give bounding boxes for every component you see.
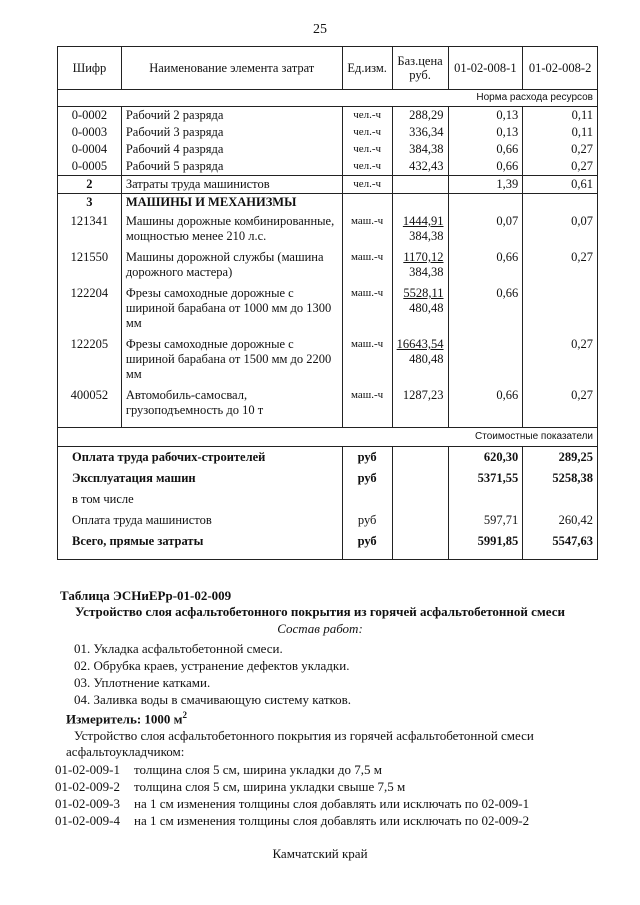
work-item: 02. Обрубка краев, устранение дефектов укладки. [74, 658, 350, 673]
price-cell: 336,34 [392, 124, 448, 141]
empty-cell [448, 194, 523, 212]
price-secondary: 384,38 [409, 229, 444, 243]
value-cell: 0,27 [523, 334, 598, 385]
unit-cell: маш.-ч [342, 334, 392, 385]
value-cell: 0,66 [448, 158, 523, 176]
unit-cell [342, 489, 392, 510]
price-value: 5528,11 [403, 286, 444, 300]
resource-table [57, 46, 598, 560]
item-text: на 1 см изменения толщины слоя добавлять или исключать по 02-009-1 [134, 796, 530, 811]
description-line: Устройство слоя асфальтобетонного покрытия из горячей асфальтобетонной смеси [74, 728, 534, 743]
value-cell: 0,61 [523, 176, 598, 194]
table-row [58, 211, 598, 247]
work-item: 04. Заливка воды в смачивающую систему катков. [74, 692, 352, 707]
value-cell: 0,66 [448, 283, 523, 334]
price-value: 16643,54 [396, 337, 444, 351]
price-cell: 384,38 [392, 141, 448, 158]
value-cell: 1,39 [448, 176, 523, 194]
cost-name: Оплата труда рабочих-строителей [58, 446, 343, 468]
cost-row [58, 531, 598, 560]
name-cell: Рабочий 5 разряда [121, 158, 342, 176]
empty-cell [523, 194, 598, 212]
cost-name: Эксплуатация машин [58, 468, 343, 489]
unit-cell: руб [342, 510, 392, 531]
cost-label: Стоимостные показатели [58, 427, 598, 446]
price-cell [392, 531, 448, 560]
price-cell: 288,29 [392, 107, 448, 125]
price-cell [392, 468, 448, 489]
price-cell [392, 446, 448, 468]
item-text: на 1 см изменения толщины слоя добавлять или исключать по 02-009-2 [134, 813, 530, 828]
unit-cell: руб [342, 468, 392, 489]
cost-row [58, 510, 598, 531]
value-cell: 597,71 [448, 510, 523, 531]
name-cell: Рабочий 2 разряда [121, 107, 342, 125]
unit-cell: маш.-ч [342, 283, 392, 334]
work-item: 01. Укладка асфальтобетонной смеси. [74, 641, 283, 656]
code-cell: 0-0002 [58, 107, 122, 125]
name-cell: Рабочий 3 разряда [121, 124, 342, 141]
meter-text: Измеритель: 1000 м [66, 711, 183, 727]
unit-cell: маш.-ч [342, 385, 392, 421]
cost-label-row [58, 427, 598, 446]
value-cell: 0,07 [448, 211, 523, 247]
name-cell: Рабочий 4 разряда [121, 141, 342, 158]
value-cell: 0,13 [448, 107, 523, 125]
table-header-row [58, 47, 598, 90]
item-code: 01-02-009-2 [55, 779, 120, 794]
cost-row [58, 446, 598, 468]
code-cell: 400052 [58, 385, 122, 421]
price-cell [392, 334, 448, 385]
price-cell [392, 211, 448, 247]
unit-cell: чел.-ч [342, 124, 392, 141]
price-cell [392, 385, 448, 421]
item-text: толщина слоя 5 см, ширина укладки до 7,5 м [134, 762, 382, 777]
cost-row [58, 489, 598, 510]
code-cell: 121550 [58, 247, 122, 283]
table-row [58, 124, 598, 141]
name-cell: Затраты труда машинистов [121, 176, 342, 194]
value-cell: 289,25 [523, 446, 598, 468]
unit-cell: руб [342, 446, 392, 468]
footer-region: Камчатский край [272, 846, 368, 861]
value-cell: 5371,55 [448, 468, 523, 489]
table-row [58, 107, 598, 125]
item-code: 01-02-009-1 [55, 762, 120, 777]
header-cell: Ед.изм. [342, 47, 392, 90]
table-row [58, 247, 598, 283]
unit-cell: маш.-ч [342, 211, 392, 247]
cost-row [58, 468, 598, 489]
cost-name: Всего, прямые затраты [58, 531, 343, 560]
unit-cell: руб [342, 531, 392, 560]
section-row [58, 194, 598, 212]
description-line: асфальтоукладчиком: [66, 744, 185, 759]
section-subtitle: Устройство слоя асфальтобетонного покрытия из горячей асфальтобетонной смеси [75, 604, 565, 619]
header-cell: 01-02-008-2 [523, 47, 598, 90]
price-cell: 432,43 [392, 158, 448, 176]
value-cell: 0,66 [448, 247, 523, 283]
value-cell [448, 334, 523, 385]
price-secondary: 480,48 [409, 352, 444, 366]
header-cell: Наименование элемента затрат [121, 47, 342, 90]
price-cell [392, 489, 448, 510]
table-row [58, 176, 598, 194]
norm-label-row [58, 90, 598, 107]
header-cell: Баз.цена руб. [392, 47, 448, 90]
empty-cell [342, 194, 392, 212]
value-cell [523, 489, 598, 510]
name-cell: Машины дорожные комбинированные, мощностью менее 210 л.с. [121, 211, 342, 247]
value-cell: 0,07 [523, 211, 598, 247]
code-cell: 122205 [58, 334, 122, 385]
price-cell [392, 283, 448, 334]
value-cell: 0,27 [523, 385, 598, 421]
table-row [58, 334, 598, 385]
code-cell: 2 [58, 176, 122, 194]
value-cell: 0,11 [523, 124, 598, 141]
item-code: 01-02-009-3 [55, 796, 120, 811]
value-cell: 5547,63 [523, 531, 598, 560]
value-cell: 5991,85 [448, 531, 523, 560]
code-cell: 0-0004 [58, 141, 122, 158]
unit-cell: маш.-ч [342, 247, 392, 283]
work-item: 03. Уплотнение катками. [74, 675, 211, 690]
value-cell: 0,66 [448, 385, 523, 421]
table-row [58, 158, 598, 176]
value-cell: 0,27 [523, 158, 598, 176]
price-secondary: 384,38 [409, 265, 444, 279]
price-value: 1444,91 [402, 214, 444, 228]
name-cell: Фрезы самоходные дорожные с шириной барабана от 1500 мм до 2200 мм [121, 334, 342, 385]
value-cell [523, 283, 598, 334]
name-cell: Фрезы самоходные дорожные с шириной барабана от 1000 мм до 1300 мм [121, 283, 342, 334]
unit-cell: чел.-ч [342, 158, 392, 176]
table-row [58, 141, 598, 158]
value-cell: 260,42 [523, 510, 598, 531]
meter [66, 710, 187, 727]
value-cell [448, 489, 523, 510]
price-cell [392, 510, 448, 531]
item-text: толщина слоя 5 см, ширина укладки свыше 7,5 м [134, 779, 406, 794]
table-title: Таблица ЭСНиЕРр-01-02-009 [60, 588, 232, 603]
price-secondary: 480,48 [409, 301, 444, 315]
code-cell: 0-0003 [58, 124, 122, 141]
value-cell: 620,30 [448, 446, 523, 468]
price-value: 1287,23 [402, 388, 444, 402]
name-cell: Машины дорожной службы (машина дорожного мастера) [121, 247, 342, 283]
norm-label: Норма расхода ресурсов [58, 90, 598, 107]
value-cell: 0,66 [448, 141, 523, 158]
price-cell [392, 176, 448, 194]
unit-cell: чел.-ч [342, 141, 392, 158]
cost-name: Оплата труда машинистов [58, 510, 343, 531]
cost-name: в том числе [58, 489, 343, 510]
code-cell: 0-0005 [58, 158, 122, 176]
table-row [58, 385, 598, 421]
value-cell: 0,27 [523, 247, 598, 283]
composition-title: Состав работ: [277, 621, 363, 636]
section-title: МАШИНЫ И МЕХАНИЗМЫ [121, 194, 342, 212]
table-row [58, 283, 598, 334]
name-cell: Автомобиль-самосвал, грузоподъемность до 10 т [121, 385, 342, 421]
price-value: 1170,12 [403, 250, 444, 264]
value-cell: 0,13 [448, 124, 523, 141]
meter-sup: 2 [182, 710, 188, 720]
value-cell: 5258,38 [523, 468, 598, 489]
code-cell: 121341 [58, 211, 122, 247]
unit-cell: чел.-ч [342, 176, 392, 194]
price-cell [392, 247, 448, 283]
value-cell: 0,27 [523, 141, 598, 158]
value-cell: 0,11 [523, 107, 598, 125]
header-cell: 01-02-008-1 [448, 47, 523, 90]
header-cell: Шифр [58, 47, 122, 90]
page-number: 25 [313, 22, 327, 37]
item-code: 01-02-009-4 [55, 813, 120, 828]
unit-cell: чел.-ч [342, 107, 392, 125]
code-cell: 122204 [58, 283, 122, 334]
empty-cell [392, 194, 448, 212]
code-cell: 3 [58, 194, 122, 212]
